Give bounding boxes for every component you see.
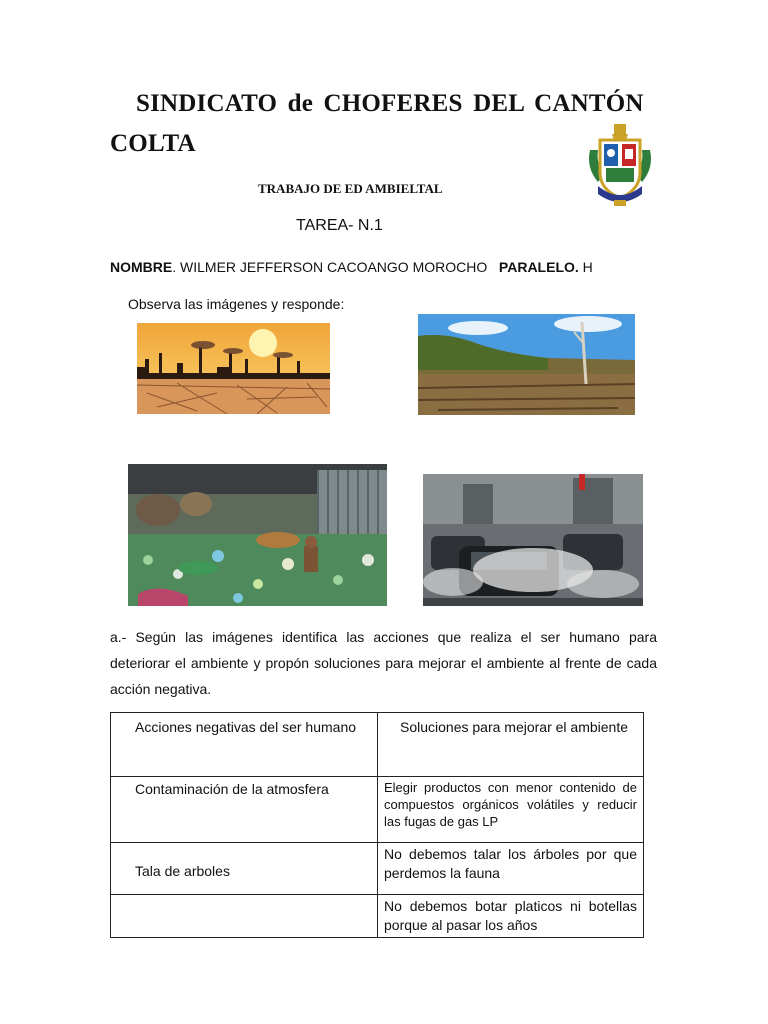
header-actions-label: Acciones negativas del ser humano: [135, 719, 357, 735]
task-number: TAREA- N.1: [296, 217, 383, 234]
row-1-solution: Elegir productos con menor contenido de compuestos orgánicos volátiles y reducir las fugas de gas LP: [384, 780, 637, 829]
table-row: [111, 895, 644, 938]
header-solutions-label: Soluciones para mejorar el ambiente: [400, 719, 629, 735]
row-2-action-cell: [111, 843, 378, 895]
row-2-action: Tala de arboles: [135, 862, 230, 879]
name-value: . WILMER JEFFERSON CACOANGO MOROCHO: [172, 259, 488, 275]
deforestation-photo: [418, 314, 635, 415]
row-1-action-cell: [111, 777, 378, 843]
row-3-solution: No debemos botar platicos ni botellas porque al pasar los años: [384, 898, 637, 933]
row-3-solution-cell: [378, 895, 644, 938]
row-2-solution: No debemos talar los árboles por que perdemos la fauna: [384, 846, 637, 881]
subtitle: TRABAJO DE ED AMBIELTAL: [258, 181, 443, 196]
title-line-1: SINDICATO de CHOFERES DEL CANTÓN: [136, 90, 644, 117]
garbage-dump-photo: [128, 464, 387, 606]
student-line: [110, 259, 593, 275]
row-1-action: Contaminación de la atmosfera: [135, 781, 329, 797]
row-2-solution-cell: [378, 843, 644, 895]
name-label: NOMBRE: [110, 259, 173, 275]
traffic-exhaust-photo: [423, 474, 643, 606]
header-cell-actions: [111, 713, 378, 777]
paralelo-label: PARALELO.: [498, 259, 579, 275]
row-3-action: [111, 895, 377, 899]
instructions: Observa las imágenes y responde:: [128, 296, 345, 312]
factory-pollution-photo: [137, 323, 330, 414]
coat-of-arms-icon: [584, 120, 656, 208]
header-cell-solutions: [378, 713, 644, 777]
title-line-2: COLTA: [110, 130, 196, 157]
actions-solutions-table: [110, 712, 644, 938]
table-row: [111, 777, 644, 843]
row-3-action-cell: [111, 895, 378, 938]
table-row: [111, 843, 644, 895]
row-1-solution-cell: [378, 777, 644, 843]
table-header-row: [111, 713, 644, 777]
paralelo-value: H: [578, 259, 593, 275]
question-text: a.- Según las imágenes identifica las acciones que realiza el ser humano para deteriorar el ambiente y propón soluciones para mejorar el ambiente al frente de cada acción negativa.: [110, 629, 657, 697]
